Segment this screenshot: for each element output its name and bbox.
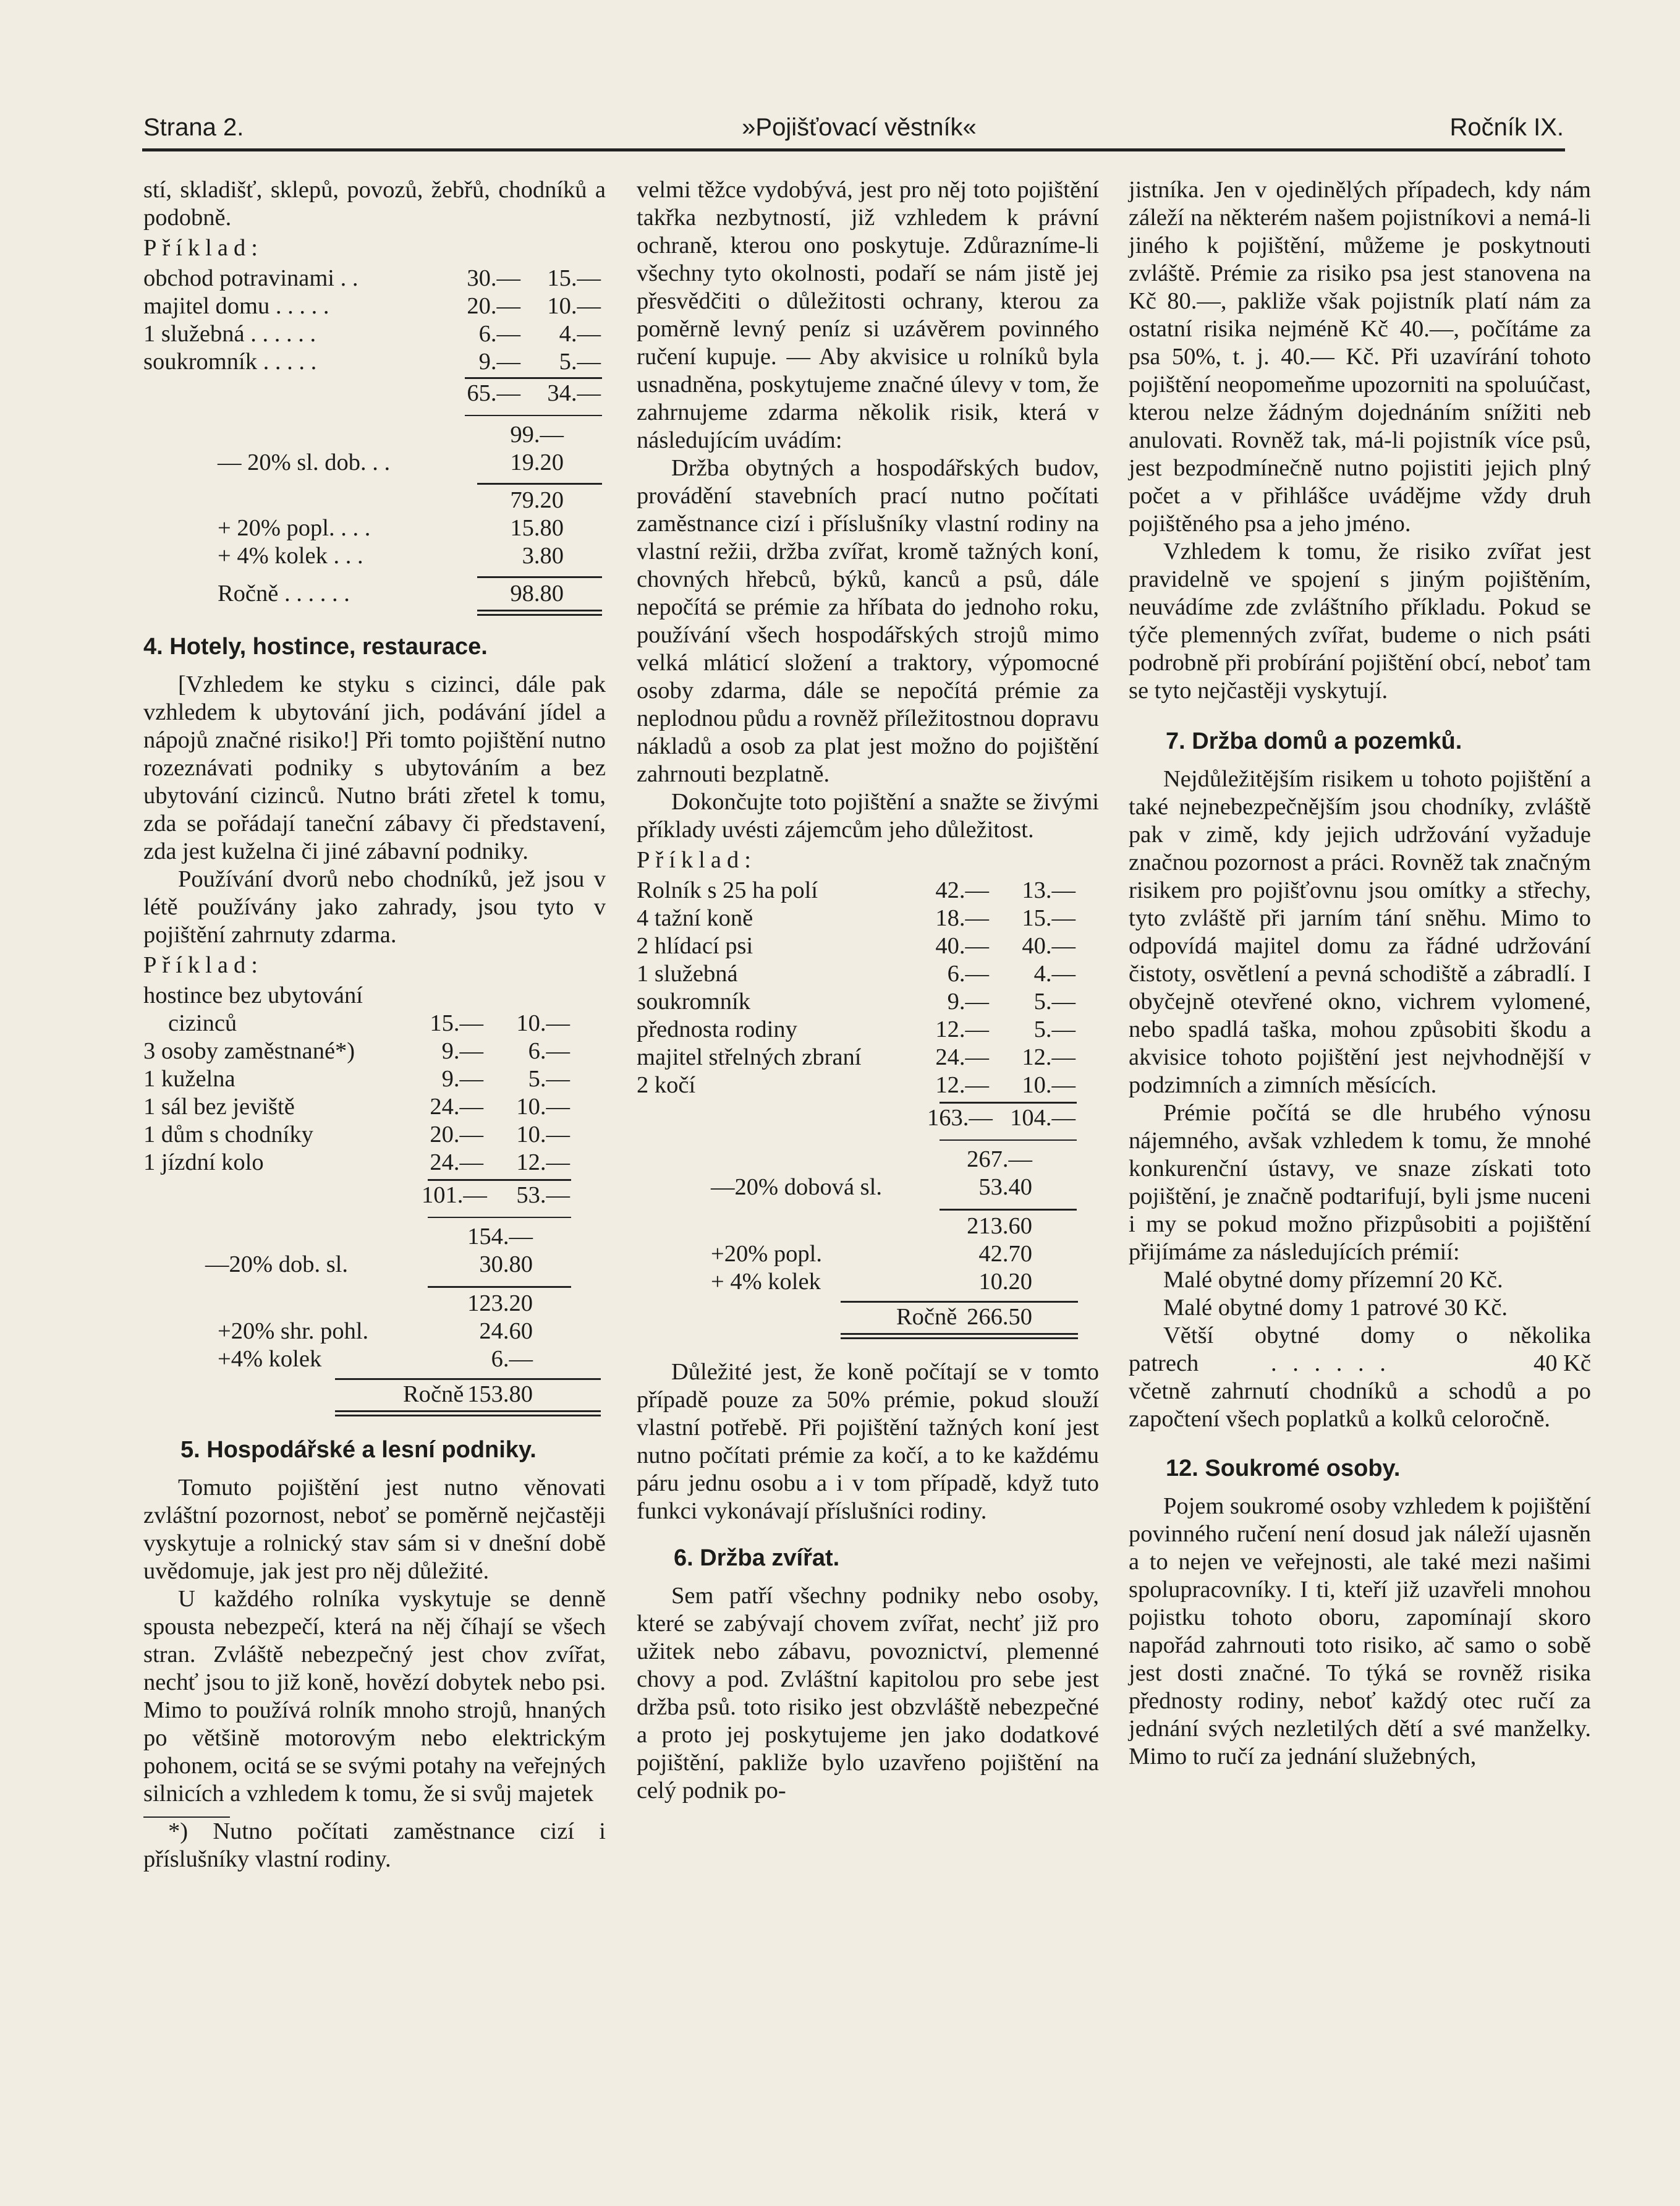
paragraph: Držba obytných a hospodářských budov, provádění stavebních prací nutno počítati zaměstnance cizí i příslušníky vlastní rodiny na vlastní režii, držba zvířat, kromě tažných koní, chovných hřebců, býků, kanců a psů, dále nepočítá se prémie za hříbata do jednoho roku, používání všech hospodářských strojů mimo velká mláticí složení a traktory, výpomocné osoby zdarma, dále se nepočítá prémie za neplodnou půdu a rovněž příležitostnou dopravu nákladů a osob za plat jest možno do pojištění zahrnouti bezplatně.: [637, 455, 1099, 787]
table-row: [143, 1065, 606, 1093]
row-value-b: 5.—: [528, 1066, 570, 1092]
table-row-total: [143, 421, 606, 449]
example-label: Příklad:: [637, 847, 757, 873]
table-row: [143, 1345, 606, 1373]
row-value-a: 9.—: [441, 1038, 483, 1064]
section-heading: 6. Držba zvířat.: [674, 1545, 840, 1571]
table-row: [637, 905, 1099, 932]
sum-rule: [428, 1286, 571, 1288]
row-label: majitel domu . . . . .: [143, 293, 329, 319]
double-rule: [335, 1410, 601, 1416]
header-page-number: Strana 2.: [143, 114, 244, 141]
paragraph: Tomuto pojištění jest nutno věnovati zvláštní pozornost, neboť se poměrně nejčastěji vyskytuje a rolnický stav sám si v dnešní době uvědomuje, jak jest pro něj důležité.: [143, 1475, 606, 1584]
column-2: [637, 176, 1099, 1805]
row-value: 42.70: [978, 1241, 1032, 1267]
total-value: 154.—: [467, 1224, 533, 1250]
row-value-a: 12.—: [935, 1016, 989, 1042]
table-row-total: [637, 1146, 1099, 1173]
header-volume: Ročník IX.: [1449, 114, 1564, 141]
row-label: obchod potravinami . .: [143, 265, 358, 291]
row-value-a: 15.—: [430, 1010, 483, 1036]
row-value-b: 10.—: [1022, 1072, 1075, 1098]
table-row-year: [143, 1381, 606, 1408]
paragraph: jistníka. Jen v ojedinělých případech, kdy nám záleží na některém našem pojistníkovi a nemá-li jiného k pojištění, můžeme je poskytnouti zvláště. Prémie za risiko psa jest stanovena na Kč 80.—, pakliže však pojistník platí nám za ostatní risika nejméně Kč 40.—, počítáme za psa 50%, t. j. 40.— Kč. Při uzavírání tohoto pojištění neopomeňme upozorniti na spoluúčast, kterou nelze žádným dojednáním snížiti neb anulovati. Rovněž tak, má-li pojistník více psů, jest bezpodmínečně nutno pojistiti jejich plný počet a v přihlášce uvádějme vždy druh pojištěného psa a jeho jméno.: [1129, 177, 1591, 537]
table-row: [637, 1173, 1099, 1201]
section-heading: 12. Soukromé osoby.: [1166, 1455, 1401, 1481]
table-row: [143, 514, 606, 542]
table-row: [143, 348, 606, 376]
sum-rule: [477, 483, 602, 485]
rate-line: [1129, 1350, 1591, 1378]
row-value-b: 15.—: [1022, 905, 1075, 931]
row-value-b: 40.—: [1022, 933, 1075, 959]
sum-value-b: 104.—: [1010, 1105, 1075, 1131]
row-value-b: 12.—: [516, 1149, 570, 1175]
sum-rule: [940, 1102, 1077, 1104]
sum-rule: [940, 1209, 1077, 1211]
table-row: [143, 1290, 606, 1318]
paragraph: velmi těžce vydobývá, jest pro něj toto pojištění takřka nezbytností, již vzhledem k právní ochraně, kterou ono poskytuje. Zdůrazníme-li všechny tyto okolnosti, podaří se nám jistě jej přesvědčiti o důležitosti ochrany, kterou za poměrně levný peníz si uzávěrem povinného ručení kupuje. — Aby akvisice u rolníků byla usnadněna, poskytujeme značné úlevy v tom, že zahrnujeme zdarma několik risik, která v následujícím uvádím:: [637, 177, 1099, 453]
row-label: —20% dobová sl.: [711, 1174, 882, 1200]
row-label: + 4% kolek: [711, 1269, 821, 1295]
paragraph: Prémie počítá se dle hrubého výnosu nájemného, avšak vzhledem k tomu, že mnohé konkurenční ústavy, ve snaze získati toto pojištění, je značně podtarifují, byli jsme nuceni i my se pokud možno přizpůsobiti a pojištění přijímáme za následujících prémií:: [1129, 1100, 1591, 1265]
sum-value-a: 101.—: [422, 1182, 487, 1208]
row-value-b: 15.—: [547, 265, 601, 291]
table-row: [637, 932, 1099, 960]
paragraph: Pojem soukromé osoby vzhledem k pojištění povinného ručení není dosud jak náleží ujasněn a to nejen ve veřejnosti, ale také mezi našimi spolupracovníky. I ti, kteří již uzavřeli mnohou pojistku tohoto oboru, zapomínají skoro napořád zahrnouti toto risiko, ač samo o sobě jest dosti značné. To týká se rovněž risika přednosty rodiny, neboť každý otec ručí za jednání svých nezletilých dětí a své manželky. Mimo to ručí za jednání služebných,: [1129, 1493, 1591, 1769]
row-value-b: 6.—: [528, 1038, 570, 1064]
table-row: [637, 1212, 1099, 1240]
row-label: přednosta rodiny: [637, 1016, 797, 1042]
section-heading: 7. Držba domů a pozemků.: [1166, 728, 1462, 754]
paragraph: včetně zahrnutí chodníků a schodů a po započtení všech poplatků a kolků celoročně.: [1129, 1378, 1591, 1432]
row-label: soukromník: [637, 989, 750, 1015]
total-value: 99.—: [510, 422, 564, 448]
table-row: [637, 1071, 1099, 1099]
row-value: 3.80: [522, 543, 564, 569]
table-row-year: [637, 1303, 1099, 1331]
row-value: 10.20: [978, 1269, 1032, 1295]
row-value-b: 10.—: [516, 1010, 570, 1036]
sum-rule: [940, 1139, 1077, 1141]
row-value-a: 6.—: [478, 321, 520, 347]
paragraph: [Vzhledem ke styku s cizinci, dále pak vzhledem k ubytování jich, podávání jídel a nápojů značné risiko!] Při tomto pojištění nutno rozeznávati podniky s ubytováním a bez ubytování cizinců. Nutno bráti zřetel k tomu, zda se pořádají taneční zábavy či představení, zda jest kuželna či jiné zábavní podniky.: [143, 671, 606, 864]
table-row: [143, 982, 606, 1010]
example-table-3: [637, 877, 1099, 1331]
column-3: [1129, 176, 1591, 1771]
paragraph: Sem patří všechny podniky nebo osoby, které se zabývají chovem zvířat, nechť již pro užitek nebo zábavu, povoznictví, plemenné chovy a pod. Zvláštní kapitolou pro sebe jest držba psů. toto risiko jest obzvláště nebezpečné a proto jej poskytujeme jen jako dodatkové pojištění, pakliže bylo uzavřeno pojištění na celý podnik po-: [637, 1583, 1099, 1804]
row-label: +20% shr. pohl.: [218, 1318, 369, 1344]
row-label: Rolník s 25 ha polí: [637, 877, 818, 903]
example-label: Příklad:: [143, 235, 263, 261]
paragraph: Nejdůležitějším risikem u tohoto pojištění a také nejnebezpečnějším jsou chodníky, zvláště pak v zimě, kdy jejich udržování vyžaduje značnou pozornost a práci. Rovněž tak značným risikem pro pojišťovnu jsou omítky a střechy, tyto zvláště při jarním tání sněhu. Mimo to odpovídá majitel domu za řádné udržování čistoty, osvětlení a pevná schodiště a zábradlí. I obyčejně otevřené okno, vichrem vylomené, nebo spadlá taška, mohou způsobiti škodu a akvisice tohoto pojištění jest nejvhodnější v podzimních a zimních měsících.: [1129, 766, 1591, 1098]
paragraph: Používání dvorů nebo chodníků, jež jsou v létě používány jako zahrady, jsou tyto v pojištění zahrnuty zdarma.: [143, 866, 606, 948]
row-value: 6.—: [491, 1346, 533, 1372]
row-label: majitel střelných zbraní: [637, 1044, 862, 1070]
example-table-1: [143, 265, 606, 608]
row-value: 98.80: [510, 581, 564, 607]
table-row-sum: [143, 1182, 606, 1209]
row-value: 123.20: [467, 1290, 533, 1316]
table-row: [637, 877, 1099, 905]
row-value-b: 5.—: [559, 349, 601, 375]
row-value-a: 24.—: [430, 1149, 483, 1175]
row-label: soukromník . . . . .: [143, 349, 317, 375]
table-row-sum: [143, 380, 606, 407]
row-label: cizinců: [168, 1010, 237, 1036]
row-value-b: 5.—: [1033, 989, 1075, 1015]
paragraph: U každého rolníka vyskytuje se denně spousta nebezpečí, která na něj číhají se všech stran. Zvláště nebezpečný jest chov zvířat, nechť jsou to již koně, hovězí dobytek nebo psi. Mimo to používá rolník mnoho strojů, hnaných po většině motorovým nebo elektrickým pohonem, ocitá se se svými potahy na veřejných silnicích a vzhledem k tomu, že si svůj majetek: [143, 1586, 606, 1807]
rate-line: Větší obytné domy o několika: [1163, 1322, 1591, 1348]
row-value-b: 4.—: [1033, 961, 1075, 987]
section-heading: 5. Hospodářské a lesní podniky.: [180, 1437, 537, 1463]
row-label: 4 tažní koně: [637, 905, 753, 931]
row-value-b: 4.—: [559, 321, 601, 347]
row-label: + 20% popl. . . .: [218, 515, 371, 541]
row-value-a: 20.—: [467, 293, 520, 319]
rate-line: Malé obytné domy 1 patrové 30 Kč.: [1163, 1295, 1508, 1321]
row-value: 79.20: [510, 487, 564, 513]
header-rule: [142, 148, 1565, 151]
table-row: [143, 1149, 606, 1177]
table-row: [637, 960, 1099, 988]
sum-rule: [465, 377, 602, 379]
table-row-total: [143, 1223, 606, 1251]
header-journal-title: »Pojišťovací věstník«: [742, 114, 977, 141]
row-label: 1 kuželna: [143, 1066, 235, 1092]
sum-rule: [841, 1301, 1078, 1303]
row-value: 30.80: [479, 1251, 533, 1277]
row-value-b: 10.—: [547, 293, 601, 319]
sum-rule: [335, 1378, 601, 1380]
sum-rule: [428, 1179, 571, 1181]
row-value-b: 10.—: [516, 1122, 570, 1148]
row-value-a: 9.—: [478, 349, 520, 375]
row-label: Ročně: [896, 1304, 957, 1330]
row-value-b: 5.—: [1033, 1016, 1075, 1042]
row-label: 1 služebná: [637, 961, 738, 987]
rate-line: Malé obytné domy přízemní 20 Kč.: [1163, 1267, 1503, 1293]
table-row: [143, 542, 606, 570]
sum-value-b: 53.—: [516, 1182, 570, 1208]
row-value: 266.50: [967, 1304, 1032, 1330]
sum-value-a: 65.—: [467, 380, 520, 406]
example-label: Příklad:: [143, 952, 263, 978]
row-label: Ročně: [403, 1381, 464, 1407]
row-label: 2 kočí: [637, 1072, 696, 1098]
table-row: [143, 1121, 606, 1149]
row-label: + 4% kolek . . .: [218, 543, 363, 569]
row-label: 1 dům s chodníky: [143, 1122, 313, 1148]
sum-value-b: 34.—: [547, 380, 601, 406]
rate-value: 40 Kč: [1533, 1350, 1591, 1376]
paragraph: Důležité jest, že koně počítají se v tomto případě pouze za 50% prémie, pokud slouží vlastní potřebě. Při pojištění tažných koní jest nutno počítati prémie za kočí, a to ke každému páru jednu osobu a i v tom případě, když tuto funkci vykonávají příslušníci rodiny.: [637, 1359, 1099, 1524]
row-label: 1 služebná . . . . . .: [143, 321, 316, 347]
table-row: [143, 487, 606, 514]
table-row: [637, 988, 1099, 1016]
row-value: 53.40: [978, 1174, 1032, 1200]
row-value: 213.60: [967, 1213, 1032, 1239]
row-label: hostince bez ubytování: [143, 982, 363, 1008]
row-value-a: 6.—: [947, 961, 989, 987]
column-1: [143, 176, 606, 1873]
row-value-a: 20.—: [430, 1122, 483, 1148]
row-label: — 20% sl. dob. . .: [218, 449, 391, 475]
row-label: +4% kolek: [218, 1346, 322, 1372]
paragraph: stí, skladišť, sklepů, povozů, žebřů, chodníků a podobně.: [143, 177, 606, 231]
row-value-a: 42.—: [935, 877, 989, 903]
row-label: 1 sál bez jeviště: [143, 1094, 295, 1120]
table-row: [637, 1268, 1099, 1296]
row-value-a: 9.—: [947, 989, 989, 1015]
table-row: [143, 449, 606, 477]
paragraph: Vzhledem k tomu, že risiko zvířat jest pravidelně ve spojení s jiným pojištěním, neuvádíme zde zvláštního příkladu. Pokud se týče plemenných zvířat, budeme o nich psáti podrobně při probírání pojištění obcí, neboť tam se tyto nejčastěji vyskytují.: [1129, 539, 1591, 704]
table-row-sum: [637, 1104, 1099, 1132]
row-label: 1 jízdní kolo: [143, 1149, 264, 1175]
row-value-b: 12.—: [1022, 1044, 1075, 1070]
sum-rule: [428, 1217, 571, 1218]
double-rule: [841, 1333, 1078, 1339]
row-label: —20% dob. sl.: [205, 1251, 348, 1277]
row-value-a: 24.—: [935, 1044, 989, 1070]
row-label: Ročně . . . . . .: [218, 581, 350, 607]
table-row: [143, 1093, 606, 1121]
row-value-b: 10.—: [516, 1094, 570, 1120]
row-value: 153.80: [467, 1381, 533, 1407]
row-value: 24.60: [479, 1318, 533, 1344]
section-heading: 4. Hotely, hostince, restaurace.: [143, 634, 488, 660]
row-label: 3 osoby zaměstnané*): [143, 1038, 355, 1064]
sum-rule: [465, 415, 602, 416]
sum-value-a: 163.—: [927, 1105, 993, 1131]
table-row: [637, 1240, 1099, 1268]
table-row: [143, 1251, 606, 1279]
footnote: *) Nutno počítati zaměstnance cizí i příslušníky vlastní rodiny.: [143, 1818, 606, 1872]
row-label: +20% popl.: [711, 1241, 822, 1267]
table-row: [143, 1037, 606, 1065]
table-row: [143, 1010, 606, 1037]
row-value-a: 12.—: [935, 1072, 989, 1098]
row-value-a: 30.—: [467, 265, 520, 291]
table-row: [143, 1318, 606, 1345]
row-value-b: 13.—: [1022, 877, 1075, 903]
sum-rule: [477, 576, 602, 578]
table-row-year: [143, 580, 606, 608]
table-row: [143, 320, 606, 348]
leader-dots: . . . . . .: [1271, 1350, 1391, 1376]
row-value-a: 24.—: [430, 1094, 483, 1120]
row-value-a: 18.—: [935, 905, 989, 931]
row-value-a: 40.—: [935, 933, 989, 959]
row-value: 15.80: [510, 515, 564, 541]
total-value: 267.—: [967, 1146, 1032, 1172]
rate-label: patrech: [1129, 1350, 1199, 1376]
row-value-a: 9.—: [441, 1066, 483, 1092]
table-row: [143, 265, 606, 292]
row-label: 2 hlídací psi: [637, 933, 753, 959]
paragraph: Dokončujte toto pojištění a snažte se živými příklady uvésti zájemcům jeho důležitost.: [637, 789, 1099, 843]
table-row: [637, 1016, 1099, 1044]
row-value: 19.20: [510, 449, 564, 475]
double-rule: [477, 610, 602, 616]
table-row: [143, 292, 606, 320]
table-row: [637, 1044, 1099, 1071]
example-table-2: [143, 982, 606, 1408]
